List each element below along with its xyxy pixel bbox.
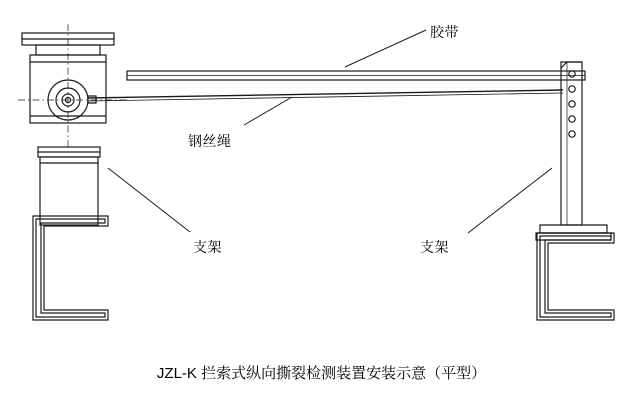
left-device-collar	[38, 147, 100, 157]
right-stand-base-channel	[537, 233, 614, 320]
wire-rope	[88, 90, 563, 103]
label-belt: 胶带	[430, 24, 459, 40]
left-stand-base-channel	[33, 216, 108, 320]
left-device-centerlines	[18, 24, 126, 150]
leader-lines	[108, 30, 552, 233]
label-wire-rope: 钢丝绳	[188, 133, 232, 149]
left-stand-column	[40, 157, 98, 225]
label-bracket-left: 支架	[193, 239, 222, 255]
belt-bar	[127, 71, 585, 80]
figure-caption: JZL-K 拦索式纵向撕裂检测装置安装示意（平型）	[156, 365, 487, 382]
label-bracket-right: 支架	[420, 239, 449, 255]
right-post	[561, 62, 582, 225]
right-post-holes	[569, 71, 575, 137]
